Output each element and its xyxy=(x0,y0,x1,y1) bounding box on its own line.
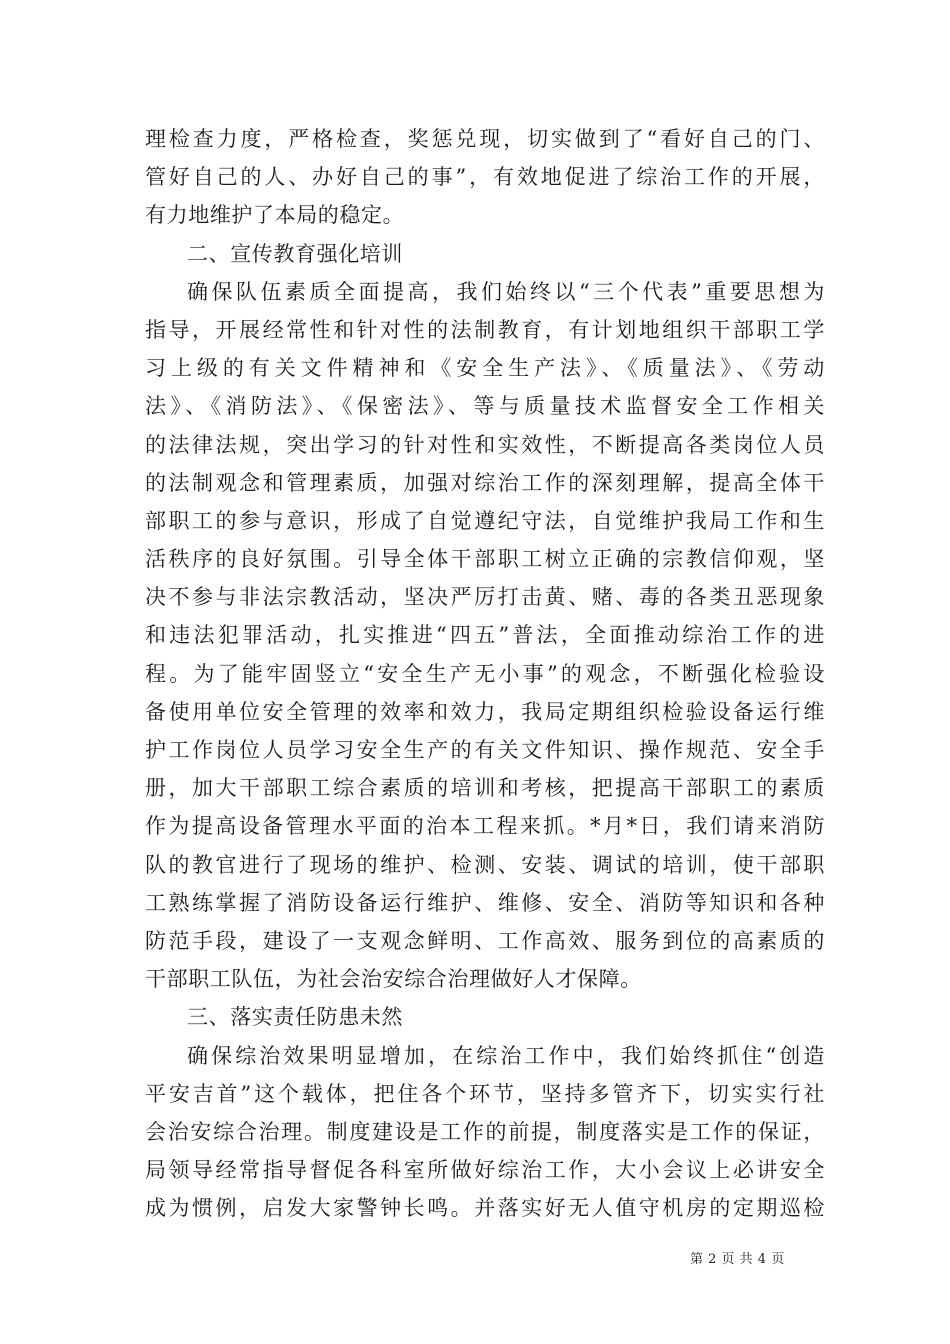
section-heading: 二、宣传教育强化培训 xyxy=(187,241,403,266)
body-line: 会治安综合治理。制度建设是工作的前提，制度落实是工作的保证， xyxy=(145,1119,825,1144)
body-line: 册，加大干部职工综合素质的培训和考核，把提高干部职工的素质 xyxy=(145,776,825,801)
body-line: 指导，开展经常性和针对性的法制教育，有计划地组织干部职工学 xyxy=(145,317,825,342)
body-line: 活秩序的良好氛围。引导全体干部职工树立正确的宗教信仰观，坚 xyxy=(145,547,825,572)
body-line: 管好自己的人、办好自己的事”，有效地促进了综治工作的开展， xyxy=(145,165,825,190)
body-line: 的法制观念和管理素质，加强对综治工作的深刻理解，提高全体干 xyxy=(145,470,825,495)
section-heading: 三、落实责任防患未然 xyxy=(187,1005,403,1030)
body-line: 习上级的有关文件精神和《安全生产法》、《质量法》、《劳动 xyxy=(145,356,825,381)
body-line: 局领导经常指导督促各科室所做好综治工作，大小会议上必讲安全 xyxy=(145,1158,825,1183)
body-line: 成为惯例，启发大家警钟长鸣。并落实好无人值守机房的定期巡检 xyxy=(145,1196,825,1221)
body-line: 有力地维护了本局的稳定。 xyxy=(145,203,405,228)
body-line: 备使用单位安全管理的效率和效力，我局定期组织检验设备运行维 xyxy=(145,699,825,724)
body-line: 作为提高设备管理水平面的治本工程来抓。*月*日，我们请来消防 xyxy=(145,814,825,839)
paragraph-first-line: 确保队伍素质全面提高，我们始终以“三个代表”重要思想为 xyxy=(187,279,825,304)
body-line: 理检查力度，严格检查，奖惩兑现，切实做到了“看好自己的门、 xyxy=(145,127,825,151)
body-line: 决不参与非法宗教活动，坚决严厉打击黄、赌、毒的各类丑恶现象 xyxy=(145,585,825,610)
body-line: 防范手段，建设了一支观念鲜明、工作高效、服务到位的高素质的 xyxy=(145,928,825,953)
body-line: 的法律法规，突出学习的针对性和实效性，不断提高各类岗位人员 xyxy=(145,432,825,457)
body-line: 干部职工队伍，为社会治安综合治理做好人才保障。 xyxy=(145,967,642,992)
body-line: 工熟练掌握了消防设备运行维护、维修、安全、消防等知识和各种 xyxy=(145,890,825,915)
page-number: 第 2 页 共 4 页 xyxy=(690,1252,785,1267)
body-line: 队的教官进行了现场的维护、检测、安装、调试的培训，使干部职 xyxy=(145,852,825,877)
body-line: 程。为了能牢固竖立“安全生产无小事”的观念，不断强化检验设 xyxy=(145,661,825,686)
body-line: 护工作岗位人员学习安全生产的有关文件知识、操作规范、安全手 xyxy=(145,738,825,762)
body-line: 法》、《消防法》、《保密法》、等与质量技术监督安全工作相关 xyxy=(145,394,825,419)
body-line: 部职工的参与意识，形成了自觉遵纪守法，自觉维护我局工作和生 xyxy=(145,508,825,533)
paragraph-first-line: 确保综治效果明显增加，在综治工作中，我们始终抓住“创造 xyxy=(187,1043,825,1068)
body-line: 和违法犯罪活动，扎实推进“四五”普法，全面推动综治工作的进 xyxy=(145,623,825,648)
body-line: 平安吉首”这个载体，把住各个环节，坚持多管齐下，切实实行社 xyxy=(145,1081,825,1106)
document-body xyxy=(145,120,825,1227)
